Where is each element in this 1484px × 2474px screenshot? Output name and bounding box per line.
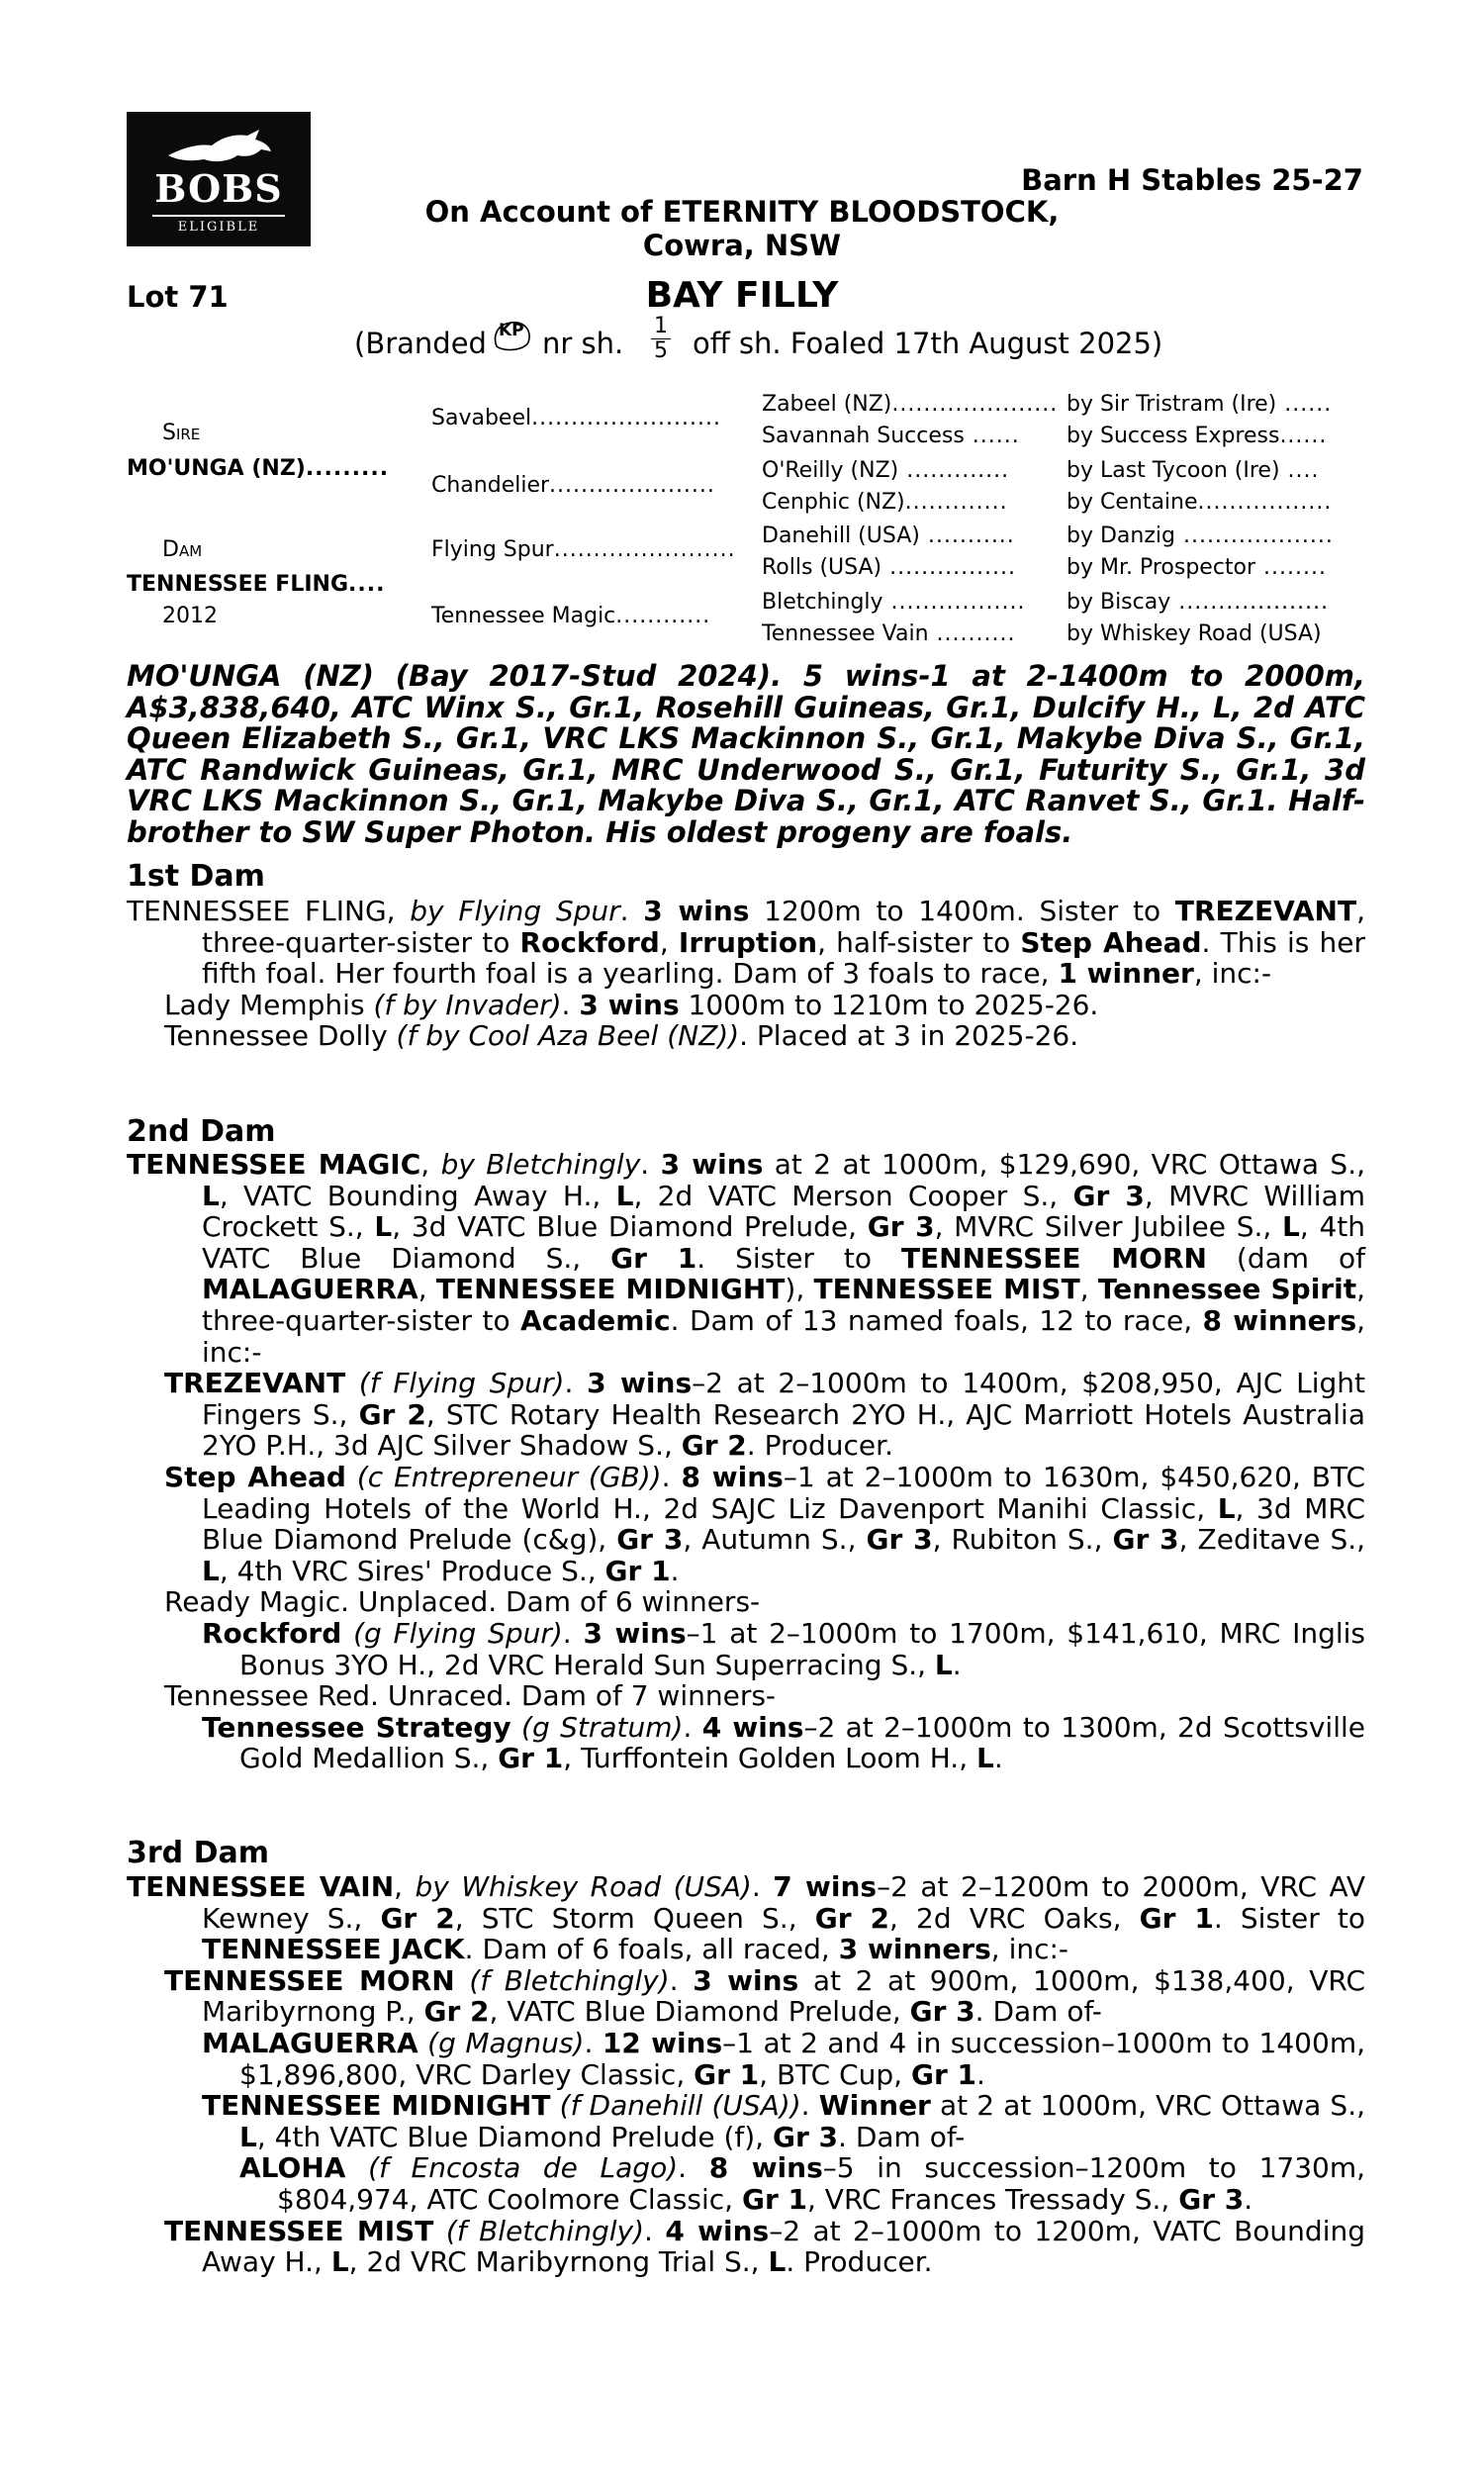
progeny-entry: MALAGUERRA (g Magnus). 12 wins–1 at 2 and 4 in succession–1000m to 1400m, $1,896,800, VRC Darley Classic, Gr 1, BTC Cup, Gr 1. (202, 2026, 1365, 2091)
progeny-entry: Tennessee Dolly (f by Cool Aza Beel (NZ)). Placed at 3 in 2025-26. (164, 1019, 1079, 1053)
third-dam-entry: TENNESSEE VAIN, by Whiskey Road (USA). 7 wins–2 at 2–1200m to 2000m, VRC AV Kewney S., Gr 2, STC Storm Queen S., Gr 2, 2d VRC Oaks, Gr 1. Sister to TENNESSEE JACK. Dam of 6 foals, all raced, 3 winners, inc:- (127, 1870, 1365, 1966)
first-dam-entry: TENNESSEE FLING, by Flying Spur. 3 wins 1200m to 1400m. Sister to TREZEVANT, three-quarter-sister to Rockford, Irruption, half-sister to Step Ahead. This is her fifth foal. Her fourth foal is a yearling. Dam of 3 foals to race, 1 winner, inc:- (127, 895, 1366, 991)
pedigree-g3-item: Savannah Success ...... (762, 424, 1020, 448)
progeny-entry: TREZEVANT (f Flying Spur). 3 wins–2 at 2–1000m to 1400m, $208,950, AJC Light Fingers S., Gr 2, STC Rotary Health Research 2YO H., AJC Marriott Hotels Australia 2YO P.H., 3d AJC Silver Shadow S., Gr 2. Producer. (164, 1367, 1365, 1463)
pedigree-g3-item: Danehill (USA) ........... (762, 523, 1015, 548)
pedigree-g2-item: Flying Spur....................... (431, 537, 736, 562)
pedigree-g4-item: by Biscay ................... (1067, 590, 1330, 615)
progeny-entry: TENNESSEE MORN (f Bletchingly). 3 wins at 2 at 900m, 1000m, $138,400, VRC Maribyrnong P., Gr 2, VATC Blue Diamond Prelude, Gr 3. Dam of- (164, 1963, 1366, 2029)
progeny-entry: Step Ahead (c Entrepreneur (GB)). 8 wins–1 at 2–1000m to 1630m, $450,620, BTC Leading Hotels of the World H., 2d SAJC Liz Davenport Manihi Classic, L, 3d MRC Blue Diamond Prelude (c&g), Gr 3, Autumn S., Gr 3, Rubiton S., Gr 3, Zeditave S., L, 4th VRC Sires' Produce S., Gr 1. (164, 1460, 1366, 1587)
vendor-account: On Account of ETERNITY BLOODSTOCK, (424, 195, 1060, 229)
progeny-entry: Rockford (g Flying Spur). 3 wins–1 at 2–1000m to 1700m, $141,610, MRC Inglis Bonus 3YO H., 2d VRC Herald Sun Superracing S., L. (202, 1616, 1366, 1681)
pedigree-g2-item: Savabeel........................ (431, 406, 721, 430)
vendor-location: Cowra, NSW (642, 229, 842, 262)
third-dam-body (127, 1871, 1365, 2278)
pedigree-g4-item: by Sir Tristram (Ire) ...... (1067, 392, 1333, 417)
pedigree-g3-item: Rolls (USA) ................ (762, 555, 1017, 580)
foaling-details: off sh. Foaled 17th August 2025) (693, 327, 1163, 360)
logo-subtext: ELIGIBLE (152, 215, 285, 235)
pedigree-g2-item: Chandelier..................... (431, 473, 715, 498)
dam-label: Dam (162, 537, 203, 562)
brand-mark: KP (491, 317, 534, 356)
sire-summary: MO'UNGA (NZ) (Bay 2017-Stud 2024). 5 wins-1 at 2-1400m to 2000m, A$3,838,640, ATC Winx S., Gr.1, Rosehill Guineas, Gr.1, Dulcify H., L, 2d ATC Queen Elizabeth S., Gr.1, VRC LKS Mackinnon S., Gr.1, Makybe Diva S., Gr.1, ATC Randwick Guineas, Gr.1, MRC Underwood S., Gr.1, Futurity S., Gr.1, 3d VRC LKS Mackinnon S., Gr.1, Makybe Diva S., Gr.1, ATC Ranvet S., Gr.1. Half-brother to SW Super Photon. His oldest progeny are foals. (127, 659, 1365, 849)
brand-prefix: (Branded (354, 327, 487, 360)
progeny-entry: Tennessee Red. Unraced. Dam of 7 winners- (164, 1679, 777, 1713)
pedigree-g4-item: by Success Express...... (1067, 424, 1328, 448)
running-horse-icon (164, 126, 275, 167)
progeny-entry: Lady Memphis (f by Invader). 3 wins 1000m to 1210m to 2025-26. (164, 988, 1099, 1021)
barn-stables: Barn H Stables 25-27 (1021, 163, 1363, 197)
pedigree-g2-item: Tennessee Magic............ (431, 604, 711, 628)
progeny-entry: Tennessee Strategy (g Stratum). 4 wins–2 at 2–1000m to 1300m, 2d Scottsville Gold Medallion S., Gr 1, Turffontein Golden Loom H., L. (202, 1710, 1365, 1775)
sire-label: Sire (162, 421, 201, 445)
pedigree-g4-item: by Last Tycoon (Ire) .... (1067, 458, 1320, 483)
logo-text: BOBS (154, 166, 283, 211)
progeny-entry: TENNESSEE MIDNIGHT (f Danehill (USA)). Winner at 2 at 1000m, VRC Ottawa S., L, 4th VATC Blue Diamond Prelude (f), Gr 3. Dam of- (202, 2089, 1365, 2153)
section-heading-3rd-dam: 3rd Dam (127, 1836, 269, 1870)
pedigree-g3-item: Zabeel (NZ)..................... (762, 392, 1059, 417)
second-dam-entry: TENNESSEE MAGIC, by Bletchingly. 3 wins at 2 at 1000m, $129,690, VRC Ottawa S., L, VATC Bounding Away H., L, 2d VATC Merson Cooper S., Gr 3, MVRC William Crockett S., L, 3d VATC Blue Diamond Prelude, Gr 3, MVRC Silver Jubilee S., L, 4th VATC Blue Diamond S., Gr 1. Sister to TENNESSEE MORN (dam of MALAGUERRA, TENNESSEE MIDNIGHT), TENNESSEE MIST, Tennessee Spirit, three-quarter-sister to Academic. Dam of 13 named foals, 12 to race, 8 winners, inc:- (127, 1148, 1366, 1369)
section-heading-1st-dam: 1st Dam (127, 859, 265, 894)
progeny-entry: Ready Magic. Unplaced. Dam of 6 winners- (164, 1585, 761, 1619)
pedigree-g4-item: by Whiskey Road (USA) (1067, 621, 1322, 646)
brand-fraction: $\frac{1}{5}$ (651, 315, 671, 363)
pedigree-g4-item: by Danzig ................... (1067, 523, 1334, 548)
lot-number: Lot 71 (127, 280, 229, 314)
brand-location: nr sh. (542, 327, 624, 360)
dam-name: TENNESSEE FLING.... (127, 572, 386, 597)
sire-name: MO'UNGA (NZ)......... (127, 456, 390, 481)
second-dam-body (127, 1149, 1365, 1774)
progeny-entry: TENNESSEE MIST (f Bletchingly). 4 wins–2 at 2–1000m to 1200m, VATC Bounding Away H., L, 2d VRC Maribyrnong Trial S., L. Producer. (164, 2214, 1365, 2279)
pedigree-g4-item: by Mr. Prospector ........ (1067, 555, 1328, 580)
section-heading-2nd-dam: 2nd Dam (127, 1114, 276, 1149)
pedigree-g4-item: by Centaine................. (1067, 490, 1333, 515)
horse-title: BAY FILLY (645, 275, 839, 316)
dam-year: 2012 (162, 604, 218, 628)
pedigree-g3-item: O'Reilly (NZ) ............. (762, 458, 1010, 483)
first-dam-body (127, 896, 1365, 1052)
pedigree-g3-item: Tennessee Vain .......... (762, 621, 1016, 646)
progeny-entry: ALOHA (f Encosta de Lago). 8 wins–5 in succession–1200m to 1730m, $804,974, ATC Coolmore Classic, Gr 1, VRC Frances Tressady S., Gr 3. (239, 2151, 1366, 2216)
pedigree-g3-item: Cenphic (NZ)............. (762, 490, 1008, 515)
pedigree-g3-item: Bletchingly ................. (762, 590, 1026, 615)
